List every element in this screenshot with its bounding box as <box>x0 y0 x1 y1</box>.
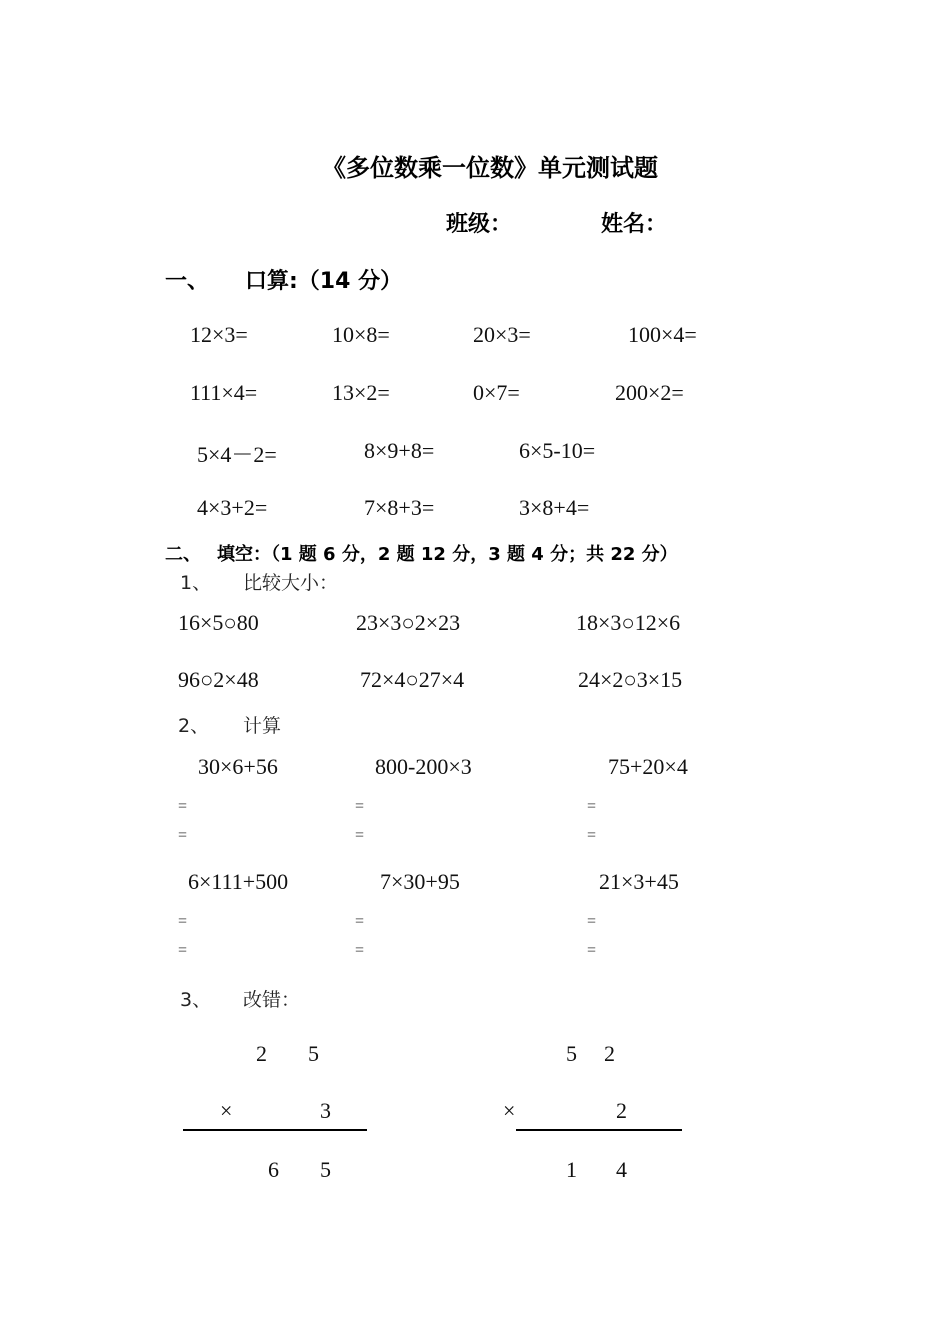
multiply-sign: × <box>220 1098 233 1123</box>
class-label: 班级： <box>446 212 513 237</box>
vertical-mult-digit: 2 <box>604 1041 615 1066</box>
equals-sign: = <box>587 827 597 844</box>
oral-calc-item: 3×8+4= <box>519 495 590 520</box>
q2-title: 计算 <box>243 715 282 737</box>
q3-label: 3、 <box>180 989 212 1011</box>
oral-calc-item: 5×4－2= <box>197 442 277 467</box>
oral-calc-item: 7×8+3= <box>364 495 435 520</box>
oral-calc-item: 0×7= <box>473 380 520 405</box>
equals-sign: = <box>355 942 365 959</box>
vertical-mult-line <box>183 1129 367 1131</box>
equals-sign: = <box>178 827 188 844</box>
q3-title: 改错： <box>243 989 301 1011</box>
oral-calc-item: 111×4= <box>190 380 258 405</box>
section1-number: 一、 <box>165 269 210 294</box>
calc-item: 21×3+45 <box>599 869 679 894</box>
q2-label: 2、 <box>178 715 210 737</box>
oral-calc-item: 13×2= <box>332 380 390 405</box>
q1-label: 1、 <box>180 572 212 594</box>
compare-item: 72×4○27×4 <box>360 667 465 692</box>
oral-calc-item: 10×8= <box>332 322 390 347</box>
calc-item: 800-200×3 <box>375 754 472 779</box>
vertical-mult-digit: 2 <box>256 1041 267 1066</box>
compare-item: 16×5○80 <box>178 610 259 635</box>
equals-sign: = <box>587 913 597 930</box>
equals-sign: = <box>178 913 188 930</box>
vertical-mult-digit: 5 <box>308 1041 319 1066</box>
compare-item: 24×2○3×15 <box>578 667 683 692</box>
vertical-mult-digit: 3 <box>320 1098 331 1123</box>
compare-item: 23×3○2×23 <box>356 610 461 635</box>
compare-item: 96○2×48 <box>178 667 259 692</box>
vertical-mult-digit: 4 <box>616 1157 627 1182</box>
equals-sign: = <box>587 942 597 959</box>
oral-calc-item: 200×2= <box>615 380 684 405</box>
vertical-mult-digit: 5 <box>566 1041 577 1066</box>
oral-calc-item: 4×3+2= <box>197 495 268 520</box>
oral-calc-item: 100×4= <box>628 322 697 347</box>
page-title: 《多位数乘一位数》单元测试题 <box>322 154 658 182</box>
vertical-mult-digit: 5 <box>320 1157 331 1182</box>
compare-item: 18×3○12×6 <box>576 610 681 635</box>
equals-sign: = <box>178 798 188 815</box>
vertical-mult-digit: 6 <box>268 1157 279 1182</box>
section2-title: 填空：（1 题 6 分，2 题 12 分，3 题 4 分；共 22 分） <box>217 544 678 565</box>
q1-title: 比较大小： <box>243 572 339 594</box>
section2-number: 二、 <box>165 544 201 565</box>
equals-sign: = <box>355 827 365 844</box>
equals-sign: = <box>355 913 365 930</box>
section1-title: 口算:（14 分） <box>245 269 403 294</box>
name-label: 姓名： <box>601 212 668 237</box>
calc-item: 7×30+95 <box>380 869 460 894</box>
equals-sign: = <box>587 798 597 815</box>
vertical-mult-digit: 1 <box>566 1157 577 1182</box>
calc-item: 75+20×4 <box>608 754 688 779</box>
equals-sign: = <box>355 798 365 815</box>
calc-item: 6×111+500 <box>188 869 289 894</box>
multiply-sign: × <box>503 1098 516 1123</box>
vertical-mult-line <box>516 1129 682 1131</box>
equals-sign: = <box>178 942 188 959</box>
oral-calc-item: 20×3= <box>473 322 531 347</box>
oral-calc-item: 6×5-10= <box>519 438 596 463</box>
vertical-mult-digit: 2 <box>616 1098 627 1123</box>
oral-calc-item: 12×3= <box>190 322 248 347</box>
oral-calc-item: 8×9+8= <box>364 438 435 463</box>
calc-item: 30×6+56 <box>198 754 278 779</box>
